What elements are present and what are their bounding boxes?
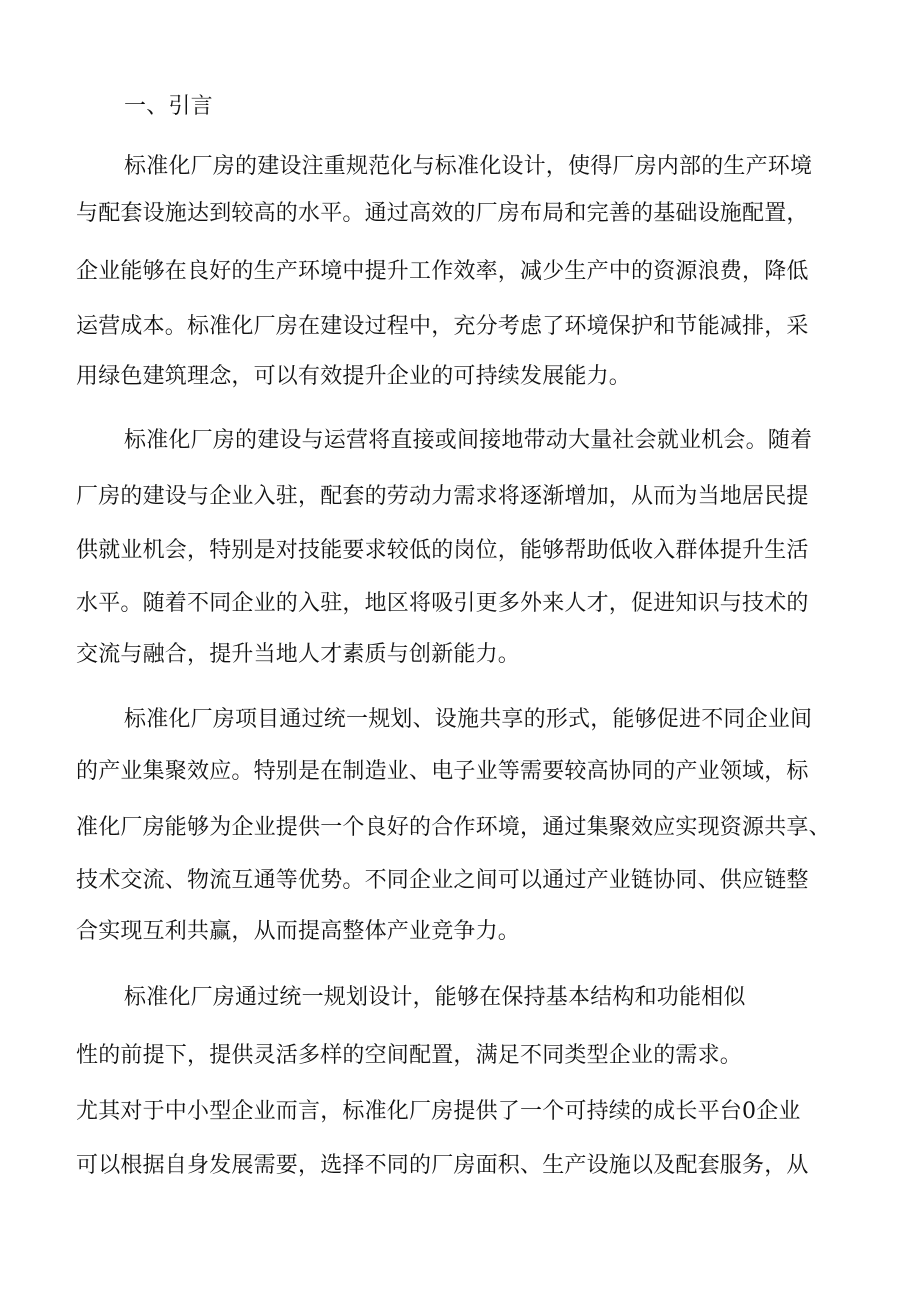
paragraph-3-line-3: 准化厂房能够为企业提供一个良好的合作环境，通过集聚效应实现资源共享、 <box>76 815 831 840</box>
paragraph-3-line-4: 技术交流、物流互通等优势。不同企业之间可以通过产业链协同、供应链整 <box>76 868 809 893</box>
paragraph-3-line-5: 合实现互利共赢，从而提高整体产业竞争力。 <box>76 919 521 944</box>
paragraph-2-line-3: 供就业机会，特别是对技能要求较低的岗位，能够帮助低收入群体提升生活 <box>76 538 809 563</box>
paragraph-4-line-4: 可以根据自身发展需要，选择不同的厂房面积、生产设施以及配套服务，从 <box>76 1153 809 1178</box>
paragraph-2-line-4: 水平。随着不同企业的入驻，地区将吸引更多外来人才，促进知识与技术的 <box>76 591 809 616</box>
paragraph-3-line-1: 标准化厂房项目通过统一规划、设施共享的形式，能够促进不同企业间 <box>124 707 813 732</box>
paragraph-2-line-5: 交流与融合，提升当地人才素质与创新能力。 <box>76 642 521 667</box>
paragraph-1-line-2: 与配套设施达到较高的水平。通过高效的厂房布局和完善的基础设施配置， <box>76 201 809 226</box>
section-heading: 一、引言 <box>124 94 213 119</box>
paragraph-4-line-2: 性的前提下，提供灵活多样的空间配置，满足不同类型企业的需求。 <box>76 1043 743 1068</box>
paragraph-1-line-4: 运营成本。标准化厂房在建设过程中，充分考虑了环境保护和节能减排，采 <box>76 314 809 339</box>
paragraph-2-line-2: 厂房的建设与企业入驻，配套的劳动力需求将逐渐增加，从而为当地居民提 <box>76 484 809 509</box>
paragraph-1-line-1: 标准化厂房的建设注重规范化与标准化设计，使得厂房内部的生产环境 <box>124 154 813 179</box>
paragraph-1-line-3: 企业能够在良好的生产环境中提升工作效率，减少生产中的资源浪费，降低 <box>76 259 809 284</box>
paragraph-3-line-2: 的产业集聚效应。特别是在制造业、电子业等需要较高协同的产业领域，标 <box>76 759 809 784</box>
paragraph-4-line-3: 尤其对于中小型企业而言，标准化厂房提供了一个可持续的成长平台0企业 <box>76 1099 801 1124</box>
paragraph-1-line-5: 用绿色建筑理念，可以有效提升企业的可持续发展能力。 <box>76 364 632 389</box>
paragraph-4-line-1: 标准化厂房通过统一规划设计，能够在保持基本结构和功能相似 <box>124 985 746 1010</box>
paragraph-2-line-1: 标准化厂房的建设与运营将直接或间接地带动大量社会就业机会。随着 <box>124 428 813 453</box>
